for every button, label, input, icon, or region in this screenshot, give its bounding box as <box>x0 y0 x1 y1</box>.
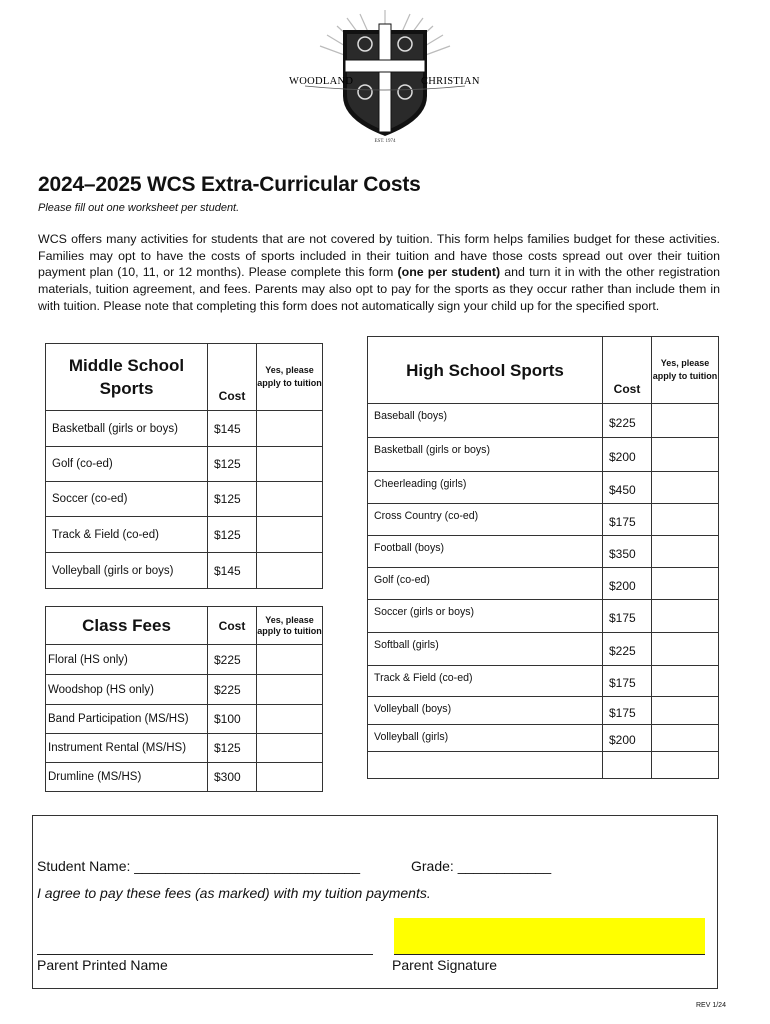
row-label: Woodshop (HS only) <box>46 675 208 705</box>
table-row <box>368 438 719 472</box>
row-cost: $225 <box>208 645 257 675</box>
row-cost: $175 <box>603 600 652 633</box>
row-label: Cross Country (co-ed) <box>368 504 603 536</box>
table-row <box>46 645 323 675</box>
parent-printed-name-label: Parent Printed Name <box>37 957 168 973</box>
middle-school-sports-table <box>45 343 323 589</box>
table-row <box>368 536 719 568</box>
intro-bold: (one per student) <box>397 265 501 280</box>
row-label: Instrument Rental (MS/HS) <box>46 734 208 763</box>
row-cost: $350 <box>603 536 652 568</box>
row-cost: $125 <box>208 517 257 553</box>
high-school-sports-table <box>367 336 719 779</box>
hs-yes-header: Yes, please apply to tuition <box>652 337 719 404</box>
apply-checkbox-cell[interactable] <box>652 600 719 633</box>
row-label: Volleyball (boys) <box>368 697 603 725</box>
parent-signature-line[interactable] <box>394 954 705 955</box>
row-cost: $175 <box>603 666 652 697</box>
row-label[interactable] <box>368 752 603 779</box>
row-cost: $300 <box>208 763 257 792</box>
apply-checkbox-cell[interactable] <box>652 504 719 536</box>
apply-checkbox-cell[interactable] <box>652 697 719 725</box>
apply-checkbox-cell[interactable] <box>257 447 323 482</box>
row-label: Cheerleading (girls) <box>368 472 603 504</box>
cf-yes-header: Yes, please apply to tuition <box>257 607 323 645</box>
row-label: Golf (co-ed) <box>46 447 208 482</box>
table-row <box>368 568 719 600</box>
row-label: Golf (co-ed) <box>368 568 603 600</box>
cf-header: Class Fees <box>46 607 208 645</box>
row-label: Soccer (girls or boys) <box>368 600 603 633</box>
apply-checkbox-cell[interactable] <box>257 705 323 734</box>
intro-part1: WCS offers many activities for students that are not covered by tuition. This form helps families budget for these activities. Families may opt to have the costs of sports included in their tuition and have those costs spread out over their tuition payment plan (10, 11, or 12 months). Please complete this form <box>38 232 720 280</box>
row-label: Floral (HS only) <box>46 645 208 675</box>
table-row <box>368 472 719 504</box>
apply-checkbox-cell[interactable] <box>257 517 323 553</box>
grade-field[interactable]: Grade: ____________ <box>411 858 552 874</box>
apply-checkbox-cell[interactable] <box>652 725 719 752</box>
class-fees-table <box>45 606 323 792</box>
row-cost: $145 <box>208 411 257 447</box>
logo-est: EST. 1974 <box>374 139 396 144</box>
apply-checkbox-cell[interactable] <box>257 675 323 705</box>
apply-checkbox-cell[interactable] <box>257 411 323 447</box>
table-row <box>46 734 323 763</box>
apply-checkbox-cell[interactable] <box>257 645 323 675</box>
table-row <box>46 482 323 517</box>
row-cost: $175 <box>603 697 652 725</box>
row-cost: $125 <box>208 734 257 763</box>
table-row <box>46 517 323 553</box>
table-row <box>46 705 323 734</box>
apply-checkbox-cell[interactable] <box>652 472 719 504</box>
row-cost: $125 <box>208 447 257 482</box>
page-title: 2024–2025 WCS Extra-Curricular Costs <box>38 173 421 196</box>
table-row <box>46 763 323 792</box>
row-cost[interactable] <box>603 752 652 779</box>
intro-part2: and turn it in with the other registration materials, tuition agreement, and fees. Parents may also opt to pay for the sports as they occur rather than include them in with tuition. Please note that completing this form does not automatically sign your child up for the specified sport. <box>38 265 720 313</box>
page-subtitle: Please fill out one worksheet per student. <box>38 202 240 214</box>
agreement-statement: I agree to pay these fees (as marked) with my tuition payments. <box>37 885 431 901</box>
signature-highlight[interactable] <box>394 918 705 954</box>
row-cost: $200 <box>603 725 652 752</box>
parent-signature-label: Parent Signature <box>392 957 498 973</box>
row-label: Football (boys) <box>368 536 603 568</box>
parent-printed-name-line[interactable] <box>37 954 373 955</box>
table-row <box>368 600 719 633</box>
table-row <box>46 553 323 589</box>
table-row <box>46 447 323 482</box>
row-label: Volleyball (girls or boys) <box>46 553 208 589</box>
row-label: Track & Field (co-ed) <box>368 666 603 697</box>
apply-checkbox-cell[interactable] <box>652 666 719 697</box>
row-cost: $100 <box>208 705 257 734</box>
ms-yes-header: Yes, please apply to tuition <box>257 344 323 411</box>
table-row <box>46 675 323 705</box>
row-label: Baseball (boys) <box>368 404 603 438</box>
row-cost: $125 <box>208 482 257 517</box>
table-row <box>368 697 719 725</box>
row-cost: $175 <box>603 504 652 536</box>
table-row <box>368 633 719 666</box>
row-cost: $200 <box>603 438 652 472</box>
apply-checkbox-cell[interactable] <box>257 763 323 792</box>
apply-checkbox-cell[interactable] <box>652 568 719 600</box>
row-label: Basketball (girls or boys) <box>368 438 603 472</box>
row-cost: $225 <box>208 675 257 705</box>
logo-right-word: CHRISTIAN <box>421 76 480 87</box>
hs-cost-header: Cost <box>603 337 652 404</box>
logo-left-word: WOODLAND <box>289 76 354 87</box>
row-cost: $225 <box>603 404 652 438</box>
intro-paragraph <box>38 231 720 315</box>
ms-header: Middle School Sports <box>46 344 208 411</box>
row-cost: $450 <box>603 472 652 504</box>
student-name-field[interactable]: Student Name: _____________________________ <box>37 858 361 874</box>
table-row <box>368 725 719 752</box>
table-row <box>368 666 719 697</box>
apply-checkbox-cell[interactable] <box>652 752 719 779</box>
apply-checkbox-cell[interactable] <box>652 536 719 568</box>
row-label: Basketball (girls or boys) <box>46 411 208 447</box>
table-row <box>368 504 719 536</box>
row-cost: $200 <box>603 568 652 600</box>
apply-checkbox-cell[interactable] <box>652 633 719 666</box>
row-label: Softball (girls) <box>368 633 603 666</box>
apply-checkbox-cell[interactable] <box>652 404 719 438</box>
row-label: Track & Field (co-ed) <box>46 517 208 553</box>
apply-checkbox-cell[interactable] <box>257 553 323 589</box>
row-cost: $225 <box>603 633 652 666</box>
school-logo <box>285 8 485 148</box>
apply-checkbox-cell[interactable] <box>257 734 323 763</box>
apply-checkbox-cell[interactable] <box>652 438 719 472</box>
row-label: Band Participation (MS/HS) <box>46 705 208 734</box>
hs-header: High School Sports <box>368 337 603 404</box>
revision-label: REV 1/24 <box>696 1002 726 1009</box>
ms-cost-header: Cost <box>208 344 257 411</box>
table-row <box>368 752 719 779</box>
cf-cost-header: Cost <box>208 607 257 645</box>
table-row <box>368 404 719 438</box>
row-label: Soccer (co-ed) <box>46 482 208 517</box>
row-label: Drumline (MS/HS) <box>46 763 208 792</box>
row-label: Volleyball (girls) <box>368 725 603 752</box>
table-row <box>46 411 323 447</box>
row-cost: $145 <box>208 553 257 589</box>
apply-checkbox-cell[interactable] <box>257 482 323 517</box>
